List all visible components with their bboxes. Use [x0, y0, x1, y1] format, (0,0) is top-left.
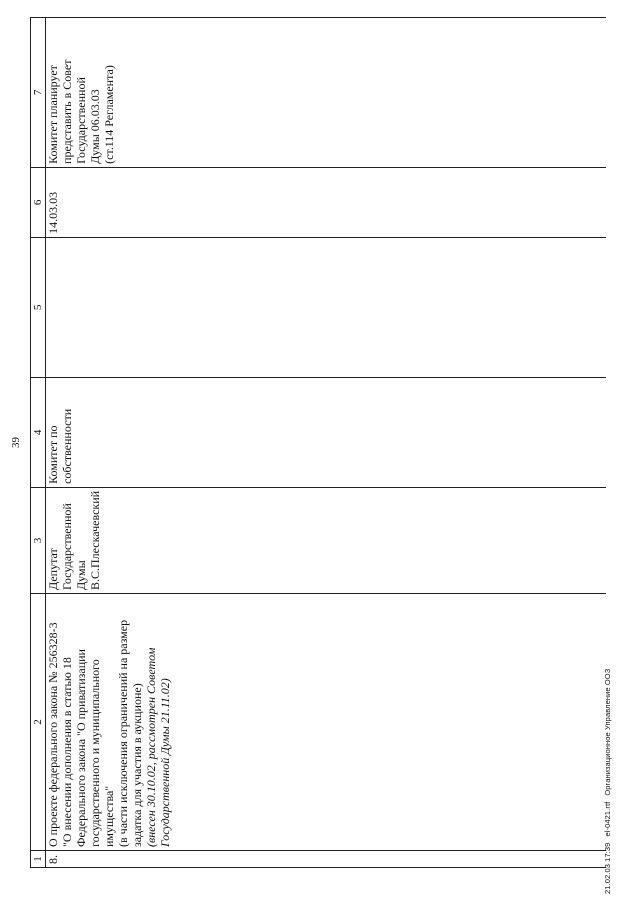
bill-title: О проекте федерального закона № 256328-3 [46, 622, 60, 847]
bill-author [46, 487, 607, 593]
col-header-3: 3 [31, 487, 46, 593]
author-line: В.С.Плескачевский [88, 490, 102, 590]
row-number: 8. [46, 851, 607, 868]
responsible-committee [46, 377, 607, 487]
footer-filename: el-0421.rtf [603, 801, 612, 837]
bill-title-line: имущества" [102, 785, 116, 847]
plan-line: представить в Совет [60, 59, 74, 164]
col-header-2: 2 [31, 594, 46, 851]
col-header-6: 6 [31, 167, 46, 237]
plan-line: Комитет планирует [46, 65, 60, 164]
bill-note-line: (внесен 30.10.02, рассмотрен Советом [144, 647, 158, 847]
plan-note [46, 17, 607, 167]
column-5-cell [46, 237, 607, 377]
review-date: 14.03.03 [46, 167, 607, 237]
bill-note-line: Государственной Думы 21.11.02) [158, 678, 172, 847]
header-row [31, 17, 46, 867]
page-number: 39 [10, 437, 22, 448]
bill-title-line: Федерального закона "О приватизации [74, 649, 88, 847]
bill-title-line: (в части исключения ограничений на размер [116, 619, 130, 847]
plan-line: (ст.114 Регламента) [102, 65, 116, 164]
bill-title-line: государственного и муниципального [88, 659, 102, 847]
table-row [46, 17, 607, 867]
author-line: Думы [74, 560, 88, 590]
author-line: Государственной [60, 503, 74, 590]
bill-description [46, 594, 607, 851]
col-header-7: 7 [31, 17, 46, 167]
bill-title-line: задатка для участия в аукционе) [130, 683, 144, 847]
plan-line: Государственной [74, 77, 88, 164]
footer-organization: Организационное Управление ООЗ [603, 668, 612, 796]
col-header-5: 5 [31, 237, 46, 377]
bill-table [30, 17, 606, 868]
plan-line: Думы 06.03.03 [88, 89, 102, 164]
committee-line: собственности [60, 408, 74, 484]
bill-title-line: "О внесении дополнения в статью 18 [60, 657, 74, 847]
author-line: Депутат [46, 548, 60, 590]
page-footer [603, 663, 612, 894]
footer-timestamp: 21.02.03 17:39 [603, 842, 612, 894]
committee-line: Комитет по [46, 425, 60, 484]
col-header-4: 4 [31, 377, 46, 487]
col-header-1: 1 [31, 851, 46, 868]
